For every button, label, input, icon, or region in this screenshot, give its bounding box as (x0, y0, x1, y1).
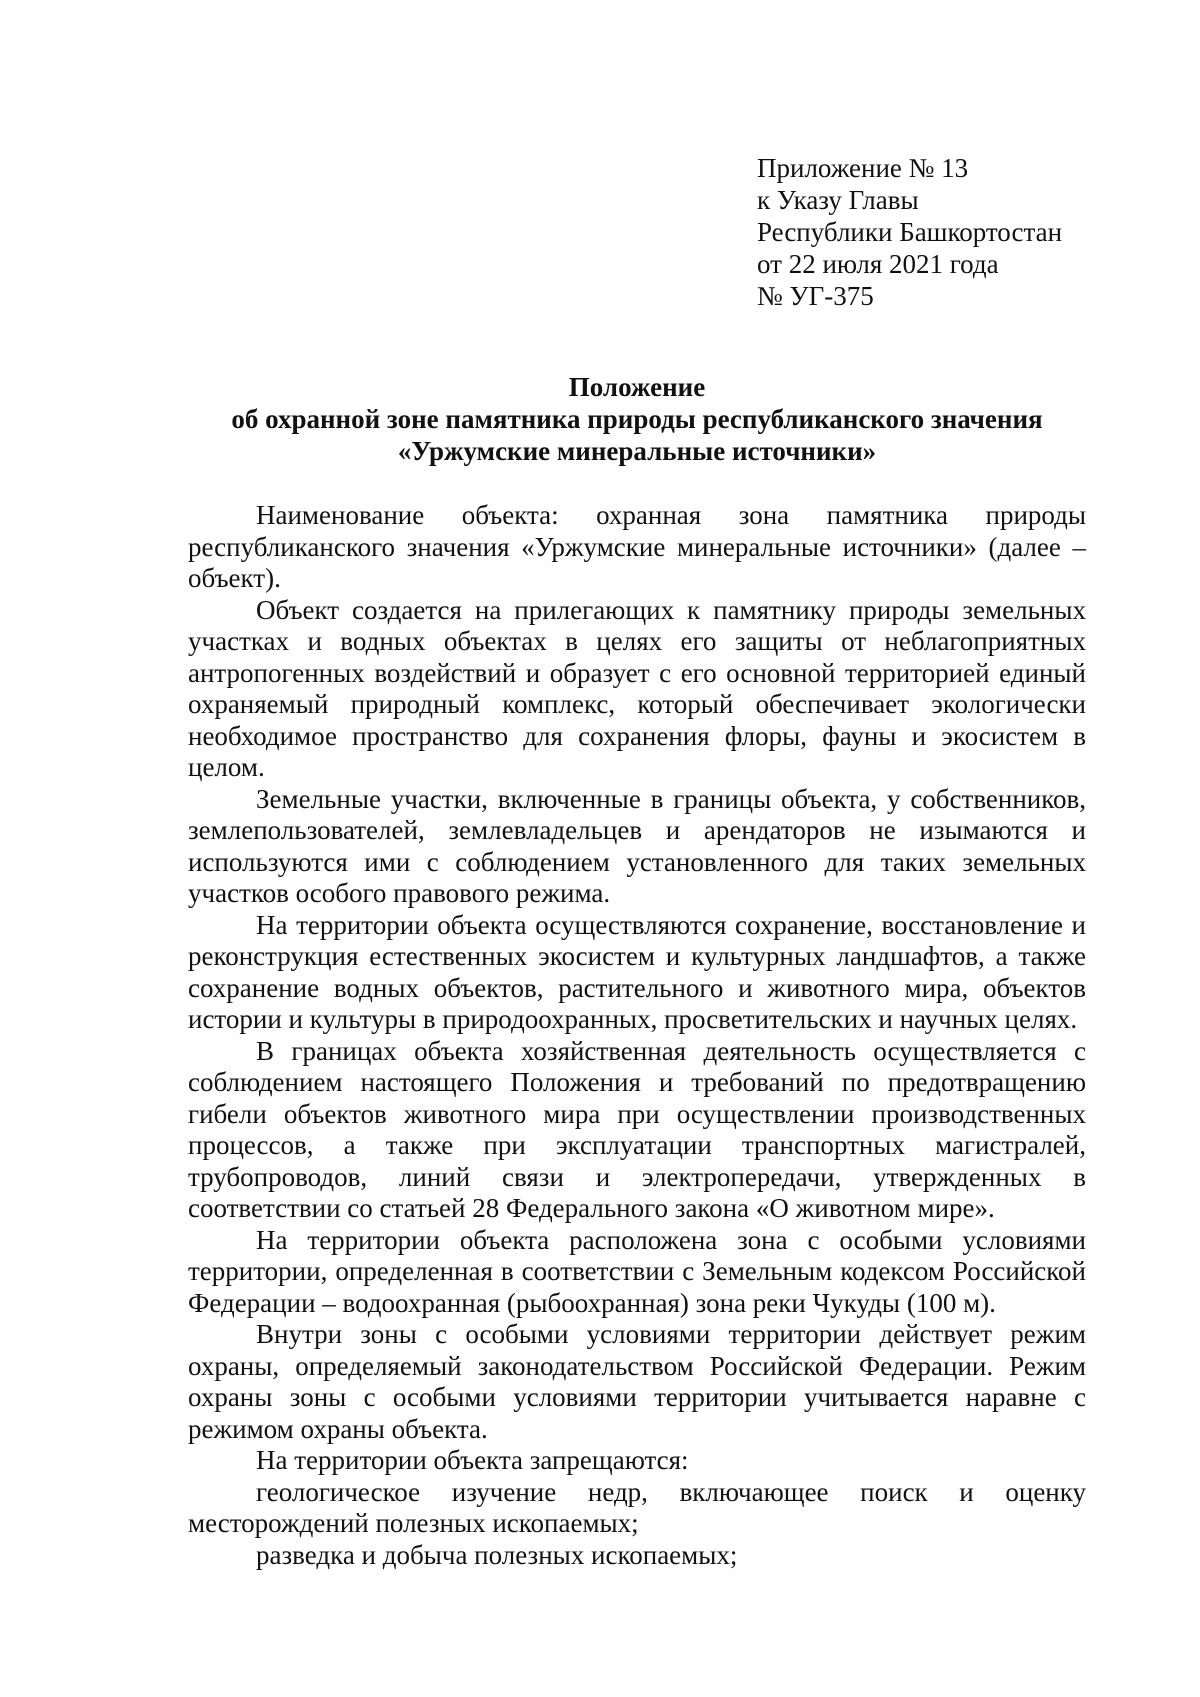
document-body (188, 500, 1086, 1571)
paragraph-prohibition-geology: геологическое изучение недр, включающее поиск и оценку месторождений полезных ископаемых; (188, 1476, 1086, 1538)
appendix-decree-ref: к Указу Главы (757, 185, 919, 215)
paragraph-prohibitions-intro: На территории объекта запрещаются: (256, 1445, 689, 1475)
title-object-name: «Уржумские минеральные источники» (397, 436, 877, 466)
appendix-date: от 22 июля 2021 года (757, 249, 999, 279)
paragraph-prohibition-mining: разведка и добыча полезных ископаемых; (256, 1539, 738, 1570)
appendix-republic: Республики Башкортостан (757, 217, 1063, 247)
paragraph-purpose: Объект создается на прилегающих к памятнику природы земельных участках и водных объектах в целях его защиты от неблагоприятных антропогенных воздействий и образует с его основной территорией единый охраняемый природный комплекс, который обеспечивает экологически необходимое пространство для сохранения флоры, фауны и экосистем в целом. (188, 594, 1086, 782)
paragraph-name: Наименование объекта: охранная зона памятника природы республиканского значения «Уржумские минеральные источники» (далее – объект). (188, 500, 1086, 593)
paragraph-land-plots: Земельные участки, включенные в границы объекта, у собственников, землепользователей, землевладельцев и арендаторов не изымаются и используются ими с соблюдением установленного для таких земельных участков особого правового режима. (188, 783, 1086, 908)
title-subject: об охранной зоне памятника природы республиканского значения (231, 404, 1043, 434)
document-title (188, 371, 1086, 467)
appendix-decree-number: № УГ-375 (757, 281, 874, 311)
paragraph-protection-regime: Внутри зоны с особыми условиями территории действует режим охраны, определяемый законодательством Российской Федерации. Режим охраны зоны с особыми условиями территории учитывается наравне с режимом охраны объекта. (188, 1319, 1086, 1444)
paragraph-special-zone: На территории объекта расположена зона с особыми условиями территории, определенная в соответствии с Земельным кодексом Российской Федерации – водоохранная (рыбоохранная) зона реки Чукуды (100 м). (188, 1224, 1086, 1318)
appendix-header (757, 152, 1062, 312)
appendix-number: Приложение № 13 (757, 153, 969, 183)
paragraph-activities: На территории объекта осуществляются сохранение, восстановление и реконструкция естественных экосистем и культурных ландшафтов, а также сохранение водных объектов, растительного и животного мира, объектов истории и культуры в природоохранных, просветительских и научных целях. (188, 909, 1086, 1034)
paragraph-economic-activity: В границах объекта хозяйственная деятельность осуществляется с соблюдением настоящего Положения и требований по предотвращению гибели объектов животного мира при осуществлении производственных процессов, а также при эксплуатации транспортных магистралей, трубопроводов, линий связи и электропередачи, утвержденных в соответствии со статьей 28 Федерального закона «О животном мире». (188, 1035, 1086, 1223)
title-heading: Положение (568, 372, 706, 402)
